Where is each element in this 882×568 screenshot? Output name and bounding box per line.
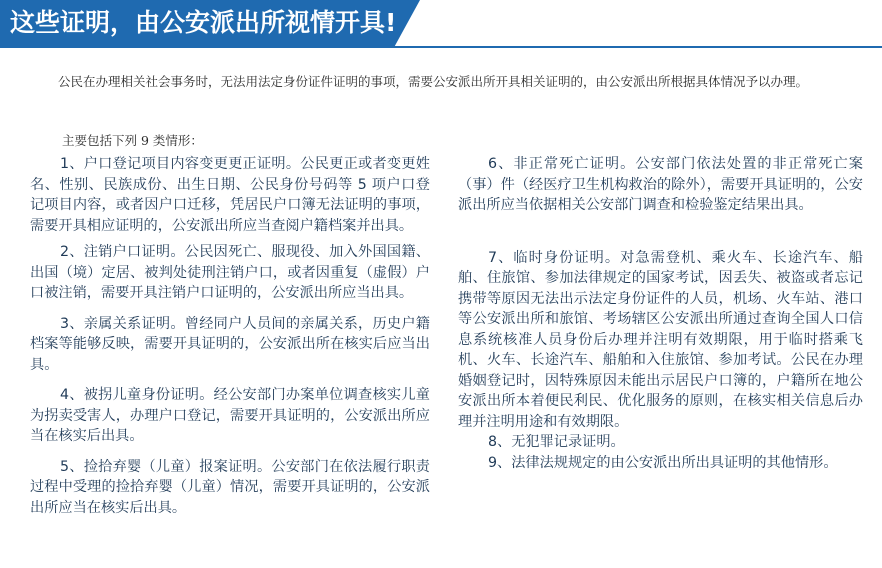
list-item: 9、法律法规规定的由公安派出所出具证明的其他情形。 (488, 454, 838, 471)
list-item: 8、无犯罪记录证明。 (488, 434, 625, 450)
list-item: 2、注销户口证明。公民因死亡、服现役、加入外国国籍、出国（境）定居、被判处徒刑注销户口，或者因重复（虚假）户口被注销，需要开具注销户口证明的，公安派出所应当出具。 (30, 244, 430, 301)
list-item: 7、临时身份证明。对急需登机、乘火车、长途汽车、船舶、住旅馆、参加法律规定的国家考试，因丢失、被盗或者忘记携带等原因无法出示法定身份证件的人员，机场、火车站、港口等公安派出所和旅馆、考场辖区公安派出所通过查询全国人口信息系统核准人员身份后办理并注明有效期限，用于临时搭乘飞机、火车、长途汽车、船舶和入住旅馆、参加考试。公民在办理婚姻登记时，因特殊原因未能出示居民户口簿的，户籍所在地公安派出所本着便民利民、优化服务的原则，在核实相关信息后办理并注明用途和有效期限。 (458, 249, 863, 430)
page-title: 这些证明，由公安派出所视情开具! (10, 8, 397, 37)
list-item: 1、户口登记项目内容变更更正证明。公民更正或者变更姓名、性别、民族成份、出生日期、公民身份号码等 5 项户口登记项目内容，或者因户口迁移，凭居民户口簿无法证明的事项，需要开具相应证明的，公安派出所应当查阅户籍档案并出具。 (30, 156, 430, 234)
list-item: 4、被拐儿童身份证明。经公安部门办案单位调查核实儿童为拐卖受害人，办理户口登记，需要开具证明的，公安派出所应当在核实后出具。 (30, 387, 430, 444)
intro-paragraph: 公民在办理相关社会事务时，无法用法定身份证件证明的事项，需要公安派出所开具相关证明的，由公安派出所根据具体情况予以办理。 (58, 74, 809, 89)
section-subhead: 主要包括下列 9 类情形： (62, 133, 203, 148)
left-column (30, 154, 430, 518)
header-divider (0, 46, 882, 48)
list-item: 6、非正常死亡证明。公安部门依法处置的非正常死亡案（事）件（经医疗卫生机构救治的除外），需要开具证明的，公安派出所应当依据相关公安部门调查和检验鉴定结果出具。 (458, 156, 863, 213)
right-column (458, 154, 863, 473)
list-item: 3、亲属关系证明。曾经同户人员间的亲属关系，历史户籍档案等能够反映，需要开具证明的，公安派出所在核实后应当出具。 (30, 315, 430, 373)
header-bar (0, 0, 882, 48)
list-item: 5、捡拾弃婴（儿童）报案证明。公安部门在依法履行职责过程中受理的捡拾弃婴（儿童）情况，需要开具证明的，公安派出所应当在核实后出具。 (30, 458, 430, 516)
